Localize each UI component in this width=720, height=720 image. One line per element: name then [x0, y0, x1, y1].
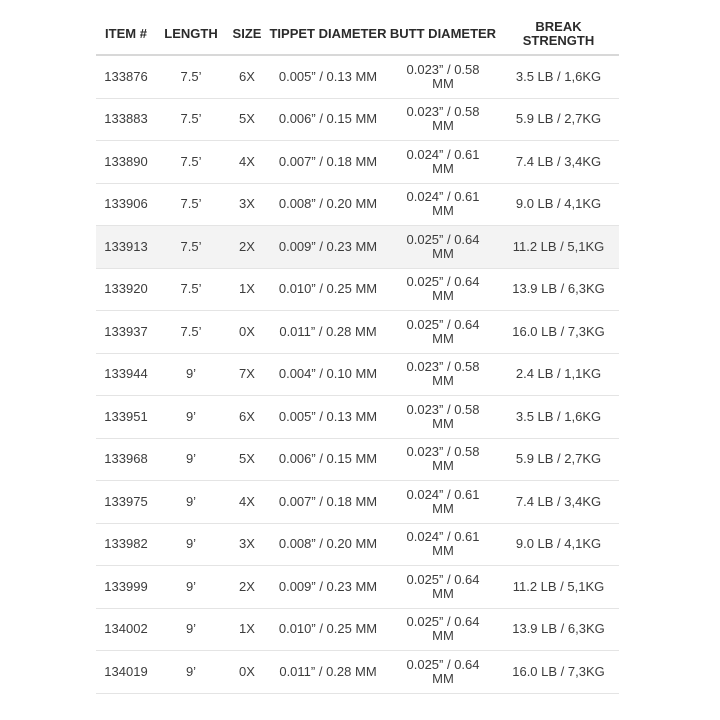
- butt-diameter-value: 0.023” / 0.58 MM: [406, 104, 480, 134]
- cell-item-number: 133999: [96, 566, 156, 609]
- table-row: [96, 651, 619, 694]
- cell-break-strength: 16.0 LB / 7,3KG: [498, 311, 619, 354]
- cell-length: 7.5’: [156, 141, 226, 184]
- cell-size: 0X: [226, 651, 268, 694]
- table-row: [96, 523, 619, 566]
- cell-length: 9’: [156, 566, 226, 609]
- butt-diameter-value: 0.025” / 0.64 MM: [406, 316, 480, 346]
- cell-butt-diameter: [388, 651, 498, 694]
- table-row: [96, 98, 619, 141]
- cell-length: 7.5’: [156, 98, 226, 141]
- table-row: [96, 226, 619, 269]
- cell-tippet-diameter: 0.004” / 0.10 MM: [268, 353, 388, 396]
- cell-item-number: 133920: [96, 268, 156, 311]
- cell-break-strength: 9.0 LB / 4,1KG: [498, 523, 619, 566]
- cell-break-strength: 3.5 LB / 1,6KG: [498, 396, 619, 439]
- butt-diameter-value: 0.025” / 0.64 MM: [406, 571, 480, 601]
- cell-length: 7.5’: [156, 226, 226, 269]
- header-break-strength: BREAK STRENGTH: [498, 14, 619, 55]
- cell-break-strength: 16.0 LB / 7,3KG: [498, 651, 619, 694]
- cell-tippet-diameter: 0.007” / 0.18 MM: [268, 481, 388, 524]
- cell-break-strength: 9.0 LB / 4,1KG: [498, 183, 619, 226]
- butt-diameter-value: 0.023” / 0.58 MM: [406, 444, 480, 474]
- cell-tippet-diameter: 0.010” / 0.25 MM: [268, 608, 388, 651]
- header-size: SIZE: [226, 14, 268, 55]
- cell-size: 7X: [226, 353, 268, 396]
- butt-diameter-value: 0.024” / 0.61 MM: [406, 486, 480, 516]
- butt-diameter-value: 0.025” / 0.64 MM: [406, 656, 480, 686]
- cell-size: 0X: [226, 311, 268, 354]
- butt-diameter-value: 0.025” / 0.64 MM: [406, 231, 480, 261]
- cell-break-strength: 13.9 LB / 6,3KG: [498, 268, 619, 311]
- cell-size: 1X: [226, 608, 268, 651]
- cell-length: 9’: [156, 481, 226, 524]
- cell-length: 7.5’: [156, 268, 226, 311]
- cell-butt-diameter: [388, 55, 498, 98]
- butt-diameter-value: 0.025” / 0.64 MM: [406, 614, 480, 644]
- cell-butt-diameter: [388, 98, 498, 141]
- cell-item-number: 133968: [96, 438, 156, 481]
- header-row: [96, 14, 619, 55]
- cell-length: 7.5’: [156, 311, 226, 354]
- cell-butt-diameter: [388, 268, 498, 311]
- spec-table-container: [96, 14, 619, 694]
- cell-size: 5X: [226, 98, 268, 141]
- table-body: [96, 55, 619, 693]
- cell-tippet-diameter: 0.006” / 0.15 MM: [268, 98, 388, 141]
- header-length: LENGTH: [156, 14, 226, 55]
- cell-size: 1X: [226, 268, 268, 311]
- cell-break-strength: 3.5 LB / 1,6KG: [498, 55, 619, 98]
- table-row: [96, 566, 619, 609]
- cell-butt-diameter: [388, 183, 498, 226]
- cell-butt-diameter: [388, 353, 498, 396]
- header-item-number: ITEM #: [96, 14, 156, 55]
- cell-length: 9’: [156, 608, 226, 651]
- cell-size: 4X: [226, 481, 268, 524]
- cell-item-number: 133906: [96, 183, 156, 226]
- cell-size: 5X: [226, 438, 268, 481]
- cell-item-number: 134019: [96, 651, 156, 694]
- cell-break-strength: 2.4 LB / 1,1KG: [498, 353, 619, 396]
- cell-tippet-diameter: 0.008” / 0.20 MM: [268, 523, 388, 566]
- table-row: [96, 183, 619, 226]
- cell-length: 9’: [156, 396, 226, 439]
- leader-spec-table: [96, 14, 619, 694]
- cell-item-number: 133883: [96, 98, 156, 141]
- cell-break-strength: 7.4 LB / 3,4KG: [498, 141, 619, 184]
- cell-tippet-diameter: 0.011” / 0.28 MM: [268, 651, 388, 694]
- butt-diameter-value: 0.023” / 0.58 MM: [406, 61, 480, 91]
- header-tippet-diameter: TIPPET DIAMETER: [268, 14, 388, 55]
- cell-break-strength: 11.2 LB / 5,1KG: [498, 566, 619, 609]
- cell-item-number: 133944: [96, 353, 156, 396]
- table-row: [96, 55, 619, 98]
- cell-tippet-diameter: 0.005” / 0.13 MM: [268, 396, 388, 439]
- table-row: [96, 396, 619, 439]
- butt-diameter-value: 0.023” / 0.58 MM: [406, 359, 480, 389]
- table-row: [96, 481, 619, 524]
- table-row: [96, 608, 619, 651]
- cell-tippet-diameter: 0.011” / 0.28 MM: [268, 311, 388, 354]
- table-row: [96, 438, 619, 481]
- cell-size: 2X: [226, 566, 268, 609]
- cell-size: 3X: [226, 183, 268, 226]
- cell-butt-diameter: [388, 396, 498, 439]
- cell-item-number: 133876: [96, 55, 156, 98]
- cell-size: 6X: [226, 396, 268, 439]
- cell-break-strength: 7.4 LB / 3,4KG: [498, 481, 619, 524]
- butt-diameter-value: 0.025” / 0.64 MM: [406, 274, 480, 304]
- cell-item-number: 133937: [96, 311, 156, 354]
- table-row: [96, 141, 619, 184]
- cell-tippet-diameter: 0.006” / 0.15 MM: [268, 438, 388, 481]
- cell-size: 3X: [226, 523, 268, 566]
- butt-diameter-value: 0.024” / 0.61 MM: [406, 529, 480, 559]
- butt-diameter-value: 0.024” / 0.61 MM: [406, 189, 480, 219]
- cell-tippet-diameter: 0.009” / 0.23 MM: [268, 566, 388, 609]
- cell-break-strength: 5.9 LB / 2,7KG: [498, 438, 619, 481]
- cell-length: 9’: [156, 438, 226, 481]
- cell-tippet-diameter: 0.008” / 0.20 MM: [268, 183, 388, 226]
- table-row: [96, 268, 619, 311]
- table-header: [96, 14, 619, 55]
- cell-break-strength: 5.9 LB / 2,7KG: [498, 98, 619, 141]
- table-row: [96, 311, 619, 354]
- cell-break-strength: 11.2 LB / 5,1KG: [498, 226, 619, 269]
- cell-butt-diameter: [388, 566, 498, 609]
- cell-tippet-diameter: 0.010” / 0.25 MM: [268, 268, 388, 311]
- cell-butt-diameter: [388, 141, 498, 184]
- cell-item-number: 133975: [96, 481, 156, 524]
- cell-butt-diameter: [388, 608, 498, 651]
- cell-length: 7.5’: [156, 55, 226, 98]
- cell-item-number: 133951: [96, 396, 156, 439]
- butt-diameter-value: 0.023” / 0.58 MM: [406, 401, 480, 431]
- cell-size: 2X: [226, 226, 268, 269]
- cell-tippet-diameter: 0.009” / 0.23 MM: [268, 226, 388, 269]
- cell-item-number: 133890: [96, 141, 156, 184]
- cell-item-number: 134002: [96, 608, 156, 651]
- cell-break-strength: 13.9 LB / 6,3KG: [498, 608, 619, 651]
- cell-butt-diameter: [388, 523, 498, 566]
- butt-diameter-value: 0.024” / 0.61 MM: [406, 146, 480, 176]
- cell-size: 6X: [226, 55, 268, 98]
- cell-item-number: 133913: [96, 226, 156, 269]
- cell-length: 7.5’: [156, 183, 226, 226]
- cell-length: 9’: [156, 651, 226, 694]
- cell-length: 9’: [156, 523, 226, 566]
- cell-butt-diameter: [388, 311, 498, 354]
- cell-tippet-diameter: 0.005” / 0.13 MM: [268, 55, 388, 98]
- cell-tippet-diameter: 0.007” / 0.18 MM: [268, 141, 388, 184]
- table-row: [96, 353, 619, 396]
- cell-item-number: 133982: [96, 523, 156, 566]
- cell-butt-diameter: [388, 481, 498, 524]
- cell-size: 4X: [226, 141, 268, 184]
- cell-butt-diameter: [388, 438, 498, 481]
- cell-length: 9’: [156, 353, 226, 396]
- header-butt-diameter: BUTT DIAMETER: [388, 14, 498, 55]
- cell-butt-diameter: [388, 226, 498, 269]
